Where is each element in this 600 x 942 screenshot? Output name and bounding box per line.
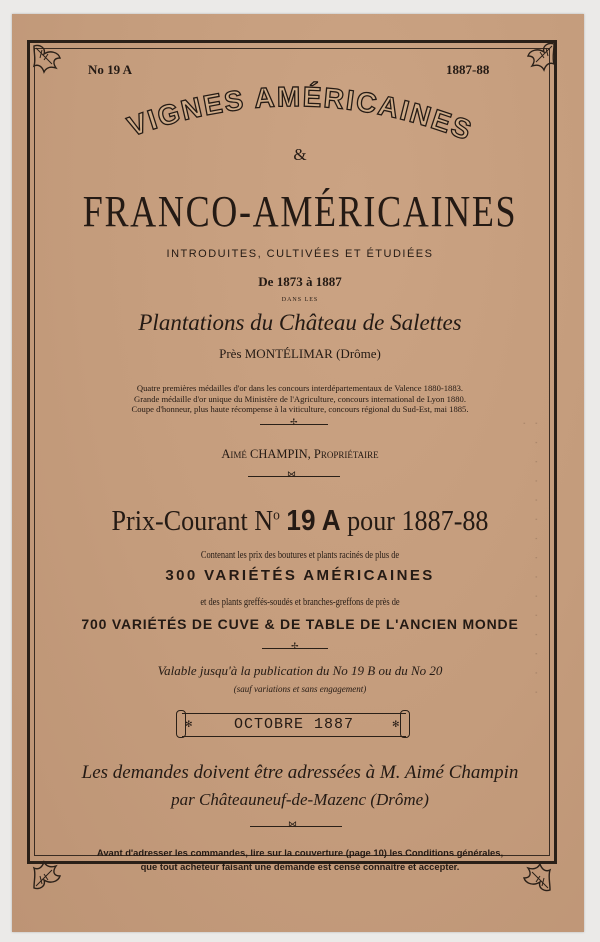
- validity-note: (sauf variations et sans engagement): [233, 684, 367, 694]
- catalogue-season: 1887-88: [446, 62, 490, 77]
- faded-stamp: · · · · · · · · · · · · · · · ·: [517, 420, 541, 699]
- plantations-heading: Plantations du Château de Salettes: [138, 310, 462, 335]
- contents-line-1: Contenant les prix des boutures et plants racinés de plus de: [200, 550, 400, 561]
- award-line: Coupe d'honneur, plus haute récompense à la viticulture, concours régional du Sud-Est, mai 1885.: [131, 404, 469, 414]
- american-varieties: 300 VARIÉTÉS AMÉRICAINES: [165, 567, 435, 584]
- catalogue-number: No 19 A: [88, 62, 133, 77]
- subtitle: INTRODUITES, CULTIVÉES ET ÉTUDIÉES: [166, 248, 434, 260]
- orders-address-line: Les demandes doivent être adressées à M. Aimé Champin: [81, 762, 519, 783]
- divider-ornament-icon: ⋈: [287, 469, 296, 479]
- owner-line: Aimé CHAMPIN, Propriétaire: [221, 447, 379, 461]
- date-banner: OCTOBRE 1887: [182, 713, 406, 737]
- conditions-notice: [0, 846, 600, 874]
- leaf-ornament-icon: [524, 40, 558, 74]
- price-list-suffix: pour 1887-88: [347, 505, 489, 537]
- location-line: Près MONTÉLIMAR (Drôme): [219, 346, 381, 361]
- old-world-varieties: 700 VARIÉTÉS DE CUVE & DE TABLE DE L'ANCIEN MONDE: [81, 616, 519, 632]
- divider-ornament-icon: ⋈: [288, 819, 297, 829]
- banner-rosette-icon: ✻: [392, 719, 400, 729]
- notice-line: Avant d'adresser les commandes, lire sur la couverture (page 10) les Conditions générales,: [96, 847, 504, 858]
- main-title: FRANCO-AMÉRICAINES: [82, 187, 518, 236]
- price-list-heading: [30, 505, 570, 538]
- price-list-number: 19 A: [286, 505, 341, 537]
- price-list-prefix: Prix-Courant N: [111, 505, 274, 537]
- awards-list: [0, 383, 600, 415]
- date-range: De 1873 à 1887: [258, 274, 342, 289]
- divider-ornament-icon: ✢: [290, 417, 298, 427]
- orders-via-line: par Châteauneuf-de-Mazenc (Drôme): [171, 790, 429, 809]
- ampersand: &: [293, 145, 307, 164]
- svg-text:VIGNES AMÉRICAINES: VIGNES AMÉRICAINES: [123, 81, 478, 147]
- award-line: Quatre premières médailles d'or dans les concours interdépartementaux de Valence 1880-1883.: [136, 383, 464, 393]
- dans-les-label: DANS LES: [281, 297, 319, 303]
- contents-line-3: et des plants greffés-soudés et branches-greffons de près de: [200, 597, 400, 608]
- notice-line: que tout acheteur faisant une demande est censé connaitre et accepter.: [140, 861, 460, 872]
- award-line: Grande médaille d'or unique du Ministère de l'Agriculture, concours international de Lyon 1880.: [134, 393, 466, 404]
- banner-rosette-icon: ✻: [185, 719, 193, 729]
- validity-line: Valable jusqu'à la publication du No 19 B ou du No 20: [157, 663, 443, 678]
- leaf-ornament-icon: [30, 42, 64, 76]
- price-list-superscript: o: [273, 507, 280, 524]
- divider-ornament-icon: ✢: [291, 641, 299, 651]
